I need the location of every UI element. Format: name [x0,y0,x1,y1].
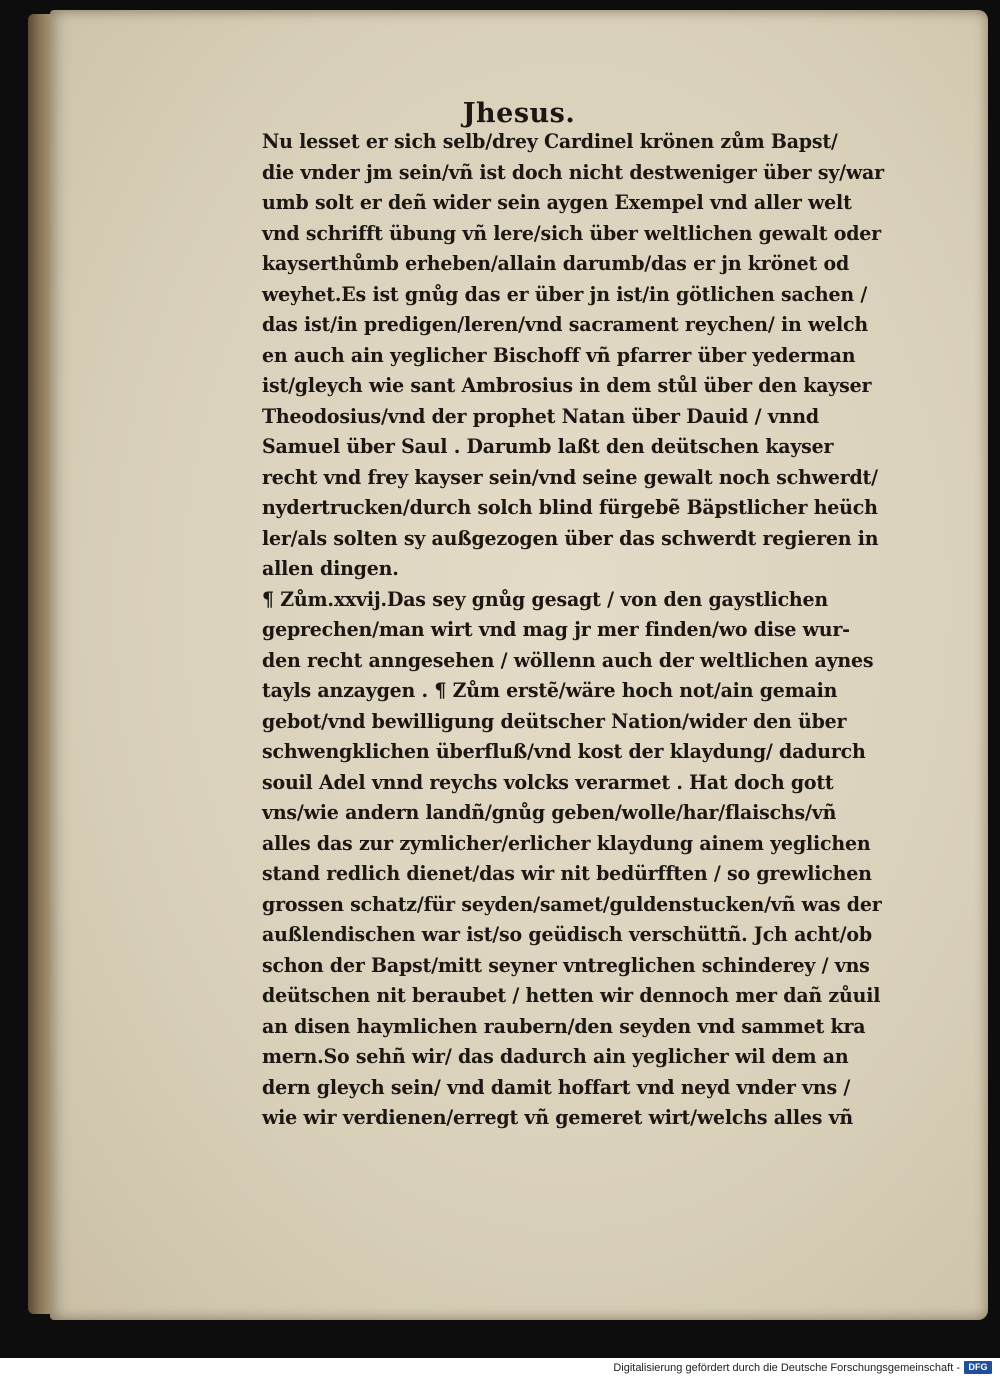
text-line: weyhet.Es ist gnůg das er über jn ist/in götlichen sachen / [262,281,868,306]
text-line: souil Adel vnnd reychs volcks verarmet . Hat doch gott [262,769,834,794]
dfg-logo: DFG [964,1361,992,1374]
text-line: mern.So sehñ wir/ das dadurch ain yeglicher wil dem an [262,1044,849,1068]
text-line: deütschen nit beraubet / hetten wir dennoch mer dañ zůuil [262,983,881,1007]
text-line: den recht anngesehen / wöllenn auch der weltlichen aynes [262,647,874,672]
text-line: ¶ Zům.xxvij.Das sey gnůg gesagt / von den gaystlichen [262,586,828,611]
text-line: recht vnd frey kayser sein/vnd seine gewalt noch schwerdt/ [262,464,878,489]
text-line: schwengklichen überfluß/vnd kost der klaydung/ dadurch [262,739,866,763]
text-line: ist/gleych wie sant Ambrosius in dem stůl über den kayser [262,373,872,397]
text-line: alles das zur zymlicher/erlicher klaydung ainem yeglichen [262,830,871,855]
text-line: umb solt er deñ wider sein aygen Exempel vnd aller welt [262,190,852,214]
text-line: Samuel über Saul . Darumb laßt den deütschen kayser [262,434,834,458]
text-block [262,126,988,1133]
text-line: ler/als solten sy außgezogen über das schwerdt regieren in [262,525,879,550]
text-line: wie wir verdienen/erregt vñ gemeret wirt/welchs alles vñ [262,1105,854,1129]
text-line: vns/wie andern landñ/gnůg geben/wolle/har/flaischs/vñ [262,800,837,824]
text-line: außlendischen war ist/so geüdisch verschüttñ. Jch acht/ob [262,922,872,946]
text-line: Theodosius/vnd der prophet Natan über Dauid / vnnd [262,403,819,428]
footer-credit: Digitalisierung gefördert durch die Deutsche Forschungsgemeinschaft - [613,1362,960,1374]
page-heading: Jhesus. [462,98,576,129]
text-line: allen dingen. [262,556,399,580]
text-line: Nu lesset er sich selb/drey Cardinel krönen zům Bapst/ [262,129,838,153]
text-line: schon der Bapst/mitt seyner vntreglichen schinderey / vns [262,952,870,977]
text-line: die vnder jm sein/vñ ist doch nicht destweniger über sy/war [262,159,884,184]
text-line: vnd schrifft übung vñ lere/sich über weltlichen gewalt oder [262,220,881,245]
text-line: an disen haymlichen raubern/den seyden vnd sammet kra [262,1013,866,1038]
text-line: geprechen/man wirt vnd mag jr mer finden/wo dise wur- [262,617,850,641]
text-line: tayls anzaygen . ¶ Zům erstẽ/wäre hoch not/ain gemain [262,678,838,702]
text-line: gebot/vnd bewilligung deütscher Nation/wider den über [262,708,847,733]
text-line: kayserthůmb erheben/allain darumb/das er jn krönet od [262,251,850,275]
text-line: nydertrucken/durch solch blind fürgebẽ Bäpstlicher heüch [262,495,878,519]
text-line: en auch ain yeglicher Bischoff vñ pfarrer über yederman [262,342,856,367]
text-line: das ist/in predigen/leren/vnd sacrament reychen/ in welch [262,312,868,336]
text-line: stand redlich dienet/das wir nit bedürfften / so grewlichen [262,861,872,885]
text-line: grossen schatz/für seyden/samet/guldenstucken/vñ was der [262,891,882,916]
text-line: dern gleych sein/ vnd damit hoffart vnd neyd vnder vns / [262,1074,851,1099]
